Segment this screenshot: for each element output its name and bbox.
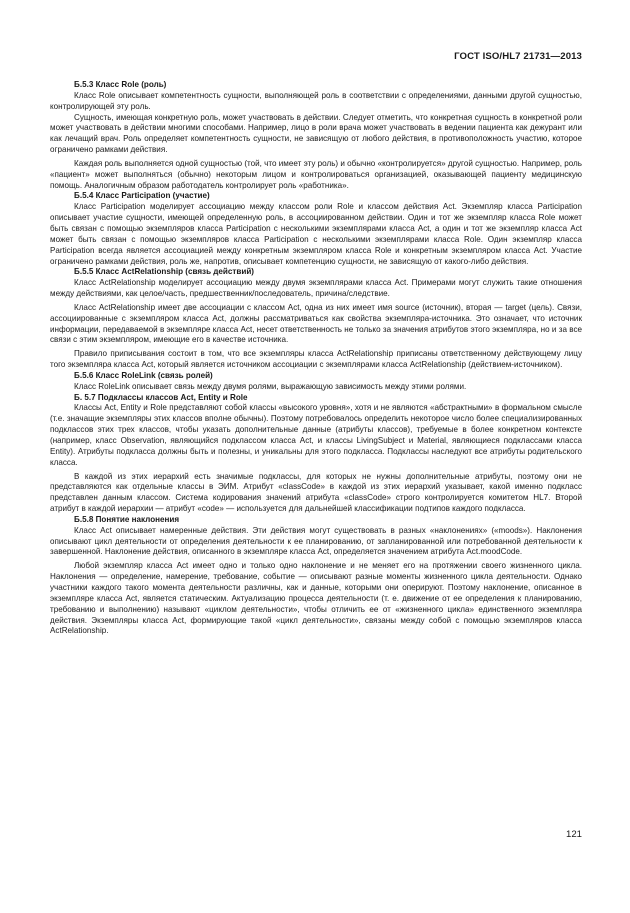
document-header: ГОСТ ISO/HL7 21731—2013 <box>454 51 582 62</box>
paragraph: Правило приписывания состоит в том, что все экземпляры класса ActRelationship приписаны ответственному действующему лицу того экземпляра класса Act, который является источником ассоциации с экземплярами класса ActRelationship (действием-источником). <box>50 349 582 370</box>
section-heading: Б.5.5 Класс ActRelationship (связь действий) <box>74 267 254 277</box>
paragraph: Каждая роль выполняется одной сущностью (той, что имеет эту роль) и обычно «контролируется» другой сущностью. Например, роль «пациент» может выполняться (обычно) некоторым лицом и контролироваться организацией, оказывающей пациенту медицинскую помощь. Аналогичным образом работодатель контролирует роль «работника». <box>50 158 582 190</box>
section-mood <box>50 515 582 637</box>
paragraph: Класс ActRelationship моделирует ассоциацию между двумя экземплярами класса Act. Примерами могут служить такие отношения между действиями, как целое/часть, предшественник/последователь, причина/следствие. <box>50 278 582 299</box>
paragraph: Классы Act, Entity и Role представляют собой классы «высокого уровня», хотя и не являются «абстрактными» в формальном смысле (т.е. значащие экземпляры этих классов вполне обычны). Поэтому потребовалось определить некоторое число более специализированных подклассов этих трех классов, чтобы указать дополнительные данные (атрибуты классов), требуемые в более конкретном контексте (например, класс Observation, являющийся подклассом класса Act, и классы LivingSubject и Material, являющиеся подклассами класса Entity). Атрибуты подкласса должны быть и полезны, и уникальны для этого подкласса. Подклассы наследуют все атрибуты родительского класса. <box>50 403 582 467</box>
section-role <box>50 80 582 191</box>
section-rolelink <box>50 371 582 393</box>
paragraph: В каждой из этих иерархий есть значимые подклассы, для которых не нужны дополнительные атрибуты, поэтому они не представляются как отдельные классы в ЭИМ. Атрибут «classCode» в каждой из этих иерархий указывает, какой именно подкласс представлен данным классом. Система кодирования значений атрибута «classCode» строго контролируется комитетом HL7. Второй атрибут в каждой иерархии — атрибут «code» — используется для дальнейшей классификации подтипов каждого подкласса. <box>50 471 582 514</box>
section-subclasses <box>50 393 582 515</box>
section-heading: Б.5.8 Понятие наклонения <box>74 514 180 524</box>
section-heading: Б.5.4 Класс Participation (участие) <box>74 191 210 201</box>
document-body <box>50 80 582 637</box>
section-heading: Б.5.6 Класс RoleLink (связь ролей) <box>74 370 213 380</box>
page-number: 121 <box>565 829 582 840</box>
paragraph: Класс Participation моделирует ассоциацию между классом роли Role и классом действия Act. Экземпляр класса Participation описывает участие сущности, имеющей определенную роль, в ассоциированном действии. Один и тот же экземпляр класса Role может быть связан с помощью экземпляров класса Participation с несколькими экземплярами класса Act, а один и тот же экземпляр класса Act может быть связан с помощью экземпляров класса Participation с несколькими экземплярами класса Role. Один экземпляр класса Participation всегда является ассоциацией между конкретным экземпляром класса Role и конкретным экземпляром класса Act. Участие ограничено рамками действия, роль же, напротив, описывает компетенцию сущности, не зависящую от какого-либо действия. <box>50 202 582 266</box>
section-participation <box>50 191 582 267</box>
paragraph: Класс Role описывает компетентность сущности, выполняющей роль в соответствии с определениями, данными другой сущностью, контролирующей эту роль. <box>50 90 582 111</box>
paragraph: Класс RoleLink описывает связь между двумя ролями, выражающую зависимость между этими ролями. <box>74 381 467 391</box>
section-actrelationship <box>50 267 582 371</box>
paragraph: Класс Act описывает намеренные действия. Эти действия могут существовать в разных «наклонениях» («moods»). Наклонения описывают цикл деятельности от определения деятельности к ее планированию, от запланированной или потребованной деятельности к завершенной. Наклонение действия, описанного в экземпляре класса Act, определяется значением атрибута Act.moodCode. <box>50 525 582 557</box>
section-heading: Б. 5.7 Подклассы классов Act, Entity и Role <box>74 392 248 402</box>
paragraph: Сущность, имеющая конкретную роль, может участвовать в действии. Следует отметить, что конкретная сущность в конкретной роли может участвовать в действии многими способами. Например, лицо в роли врача может участвовать в ведении пациента как дежурант или как лечащий врач. Роль определяет компетентность сущности, не зависящую от любого действия, в противоположность участию, которое ограничено рамками действия. <box>50 112 582 155</box>
paragraph: Любой экземпляр класса Act имеет одно и только одно наклонение и не меняет его на протяжении своего жизненного цикла. Наклонения — определение, намерение, требование, событие — описывают разные моменты жизненного цикла деятельности. Однако участники каждого такого момента деятельности различны, как и данные, которыми они оперируют. Поэтому наклонение, описанное в экземпляре класса Act, является статическим. Актуализацию процесса деятельности (т. е. движение от ее определения к планированию, требованию и выполнению) называют «циклом деятельности», чтобы отличить ее от «жизненного цикла» единственного экземпляра действия. Экземпляры класса Act, формирующие такой «цикл деятельности», связаны между собой с помощью экземпляров класса ActRelationship. <box>50 561 582 636</box>
paragraph: Класс ActRelationship имеет две ассоциации с классом Act, одна из них имеет имя source (источник), вторая — target (цель). Связи, ассоциированные с экземпляром класса Act, должны рассматриваться как свойства экземпляра-источника. Это означает, что источник информации, передаваемой в экземпляре класса Act, несет ответственность не только за значения атрибутов этого экземпляра, но и за все связи с этим экземпляром, имеющие его в качестве источника. <box>50 302 582 345</box>
section-heading: Б.5.3 Класс Role (роль) <box>74 80 167 89</box>
